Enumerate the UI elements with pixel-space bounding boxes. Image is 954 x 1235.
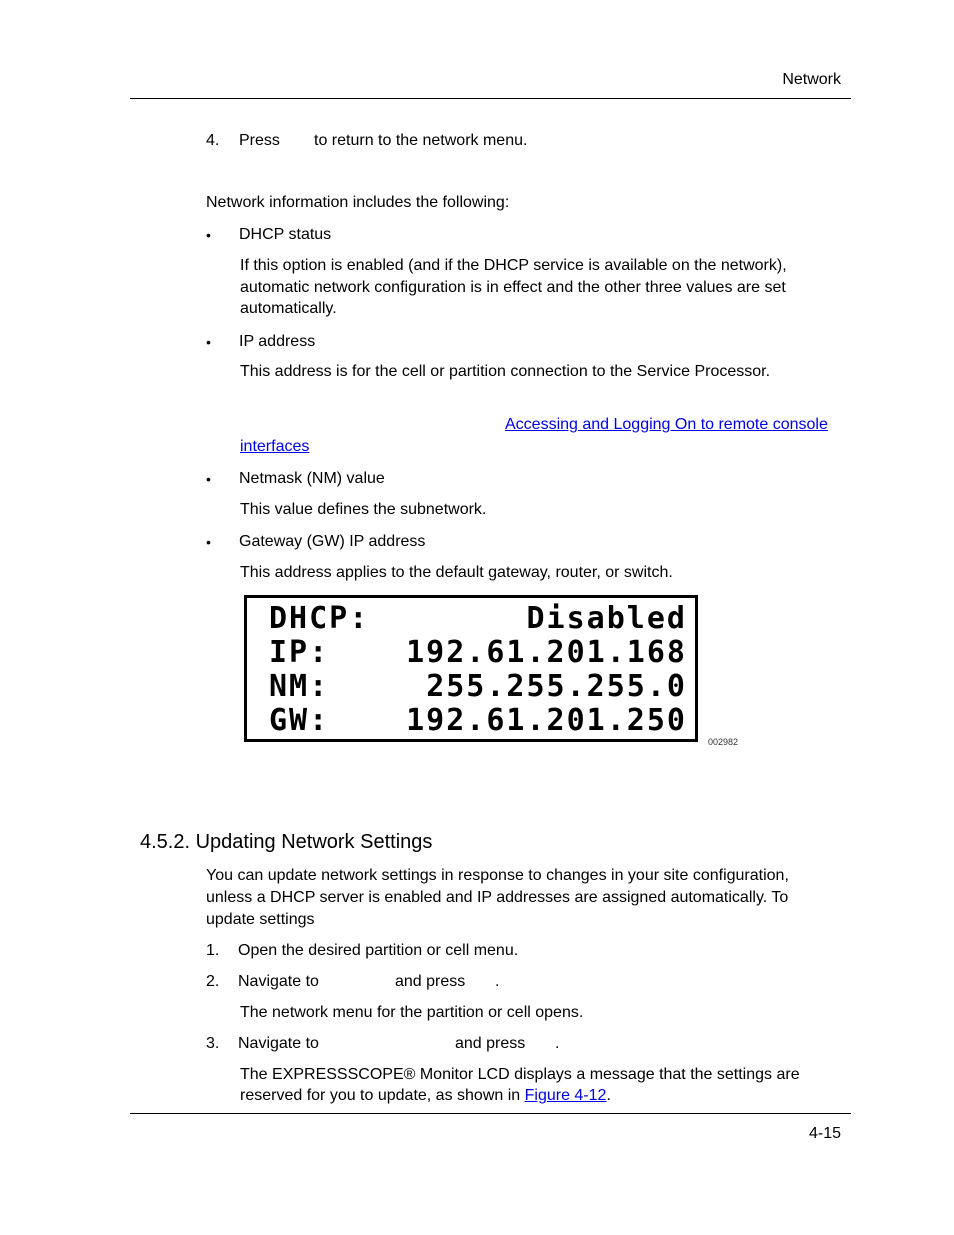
section-heading: 4.5.2. Updating Network Settings <box>140 831 433 853</box>
bullet-icon: • <box>206 334 211 350</box>
list-item-desc: This value defines the subnetwork. <box>240 501 487 518</box>
page-number: 4-15 <box>808 1125 841 1142</box>
header-rule <box>130 98 851 99</box>
lcd-key: GW: <box>269 703 330 738</box>
lcd-key: NM: <box>269 669 330 704</box>
list-item-label: Netmask (NM) value <box>239 470 385 487</box>
lcd-display <box>244 595 698 742</box>
lcd-row-dhcp <box>269 602 687 636</box>
step-text: to return to the network menu. <box>314 132 528 149</box>
running-header: Network <box>782 71 841 88</box>
section-paragraph: unless a DHCP server is enabled and IP addresses are assigned automatically. To <box>206 889 789 906</box>
step-text: Press <box>239 132 280 149</box>
list-item-desc: automatically. <box>240 300 337 317</box>
list-item-desc: This address is for the cell or partition connection to the Service Processor. <box>240 363 771 380</box>
step-number: 3. <box>206 1035 220 1052</box>
step-text: and press <box>395 973 466 990</box>
lcd-row-ip <box>269 636 687 670</box>
step-note-text: reserved for you to update, as shown in <box>240 1087 525 1104</box>
lcd-row-nm <box>269 670 687 704</box>
section-paragraph: update settings <box>206 911 315 928</box>
lcd-value: Disabled <box>526 601 687 636</box>
list-item-desc: automatic network configuration is in effect and the other three values are set <box>240 279 786 296</box>
step-note <box>240 1086 611 1106</box>
step-text: . <box>555 1035 560 1052</box>
bullet-icon: • <box>206 227 211 243</box>
list-item-desc: If this option is enabled (and if the DHCP service is available on the network), <box>240 257 787 274</box>
lcd-key: IP: <box>269 635 330 670</box>
cross-reference-link[interactable]: interfaces <box>240 438 310 455</box>
section-paragraph: You can update network settings in response to changes in your site configuration, <box>206 867 789 884</box>
list-item-desc: This address applies to the default gateway, router, or switch. <box>240 564 673 581</box>
step-text: and press <box>455 1035 526 1052</box>
step-number: 4. <box>206 132 220 149</box>
step-text: Navigate to <box>238 1035 319 1052</box>
figure-link[interactable]: Figure 4-12 <box>524 1087 607 1104</box>
step-number: 2. <box>206 973 220 990</box>
list-item-label: Gateway (GW) IP address <box>239 533 426 550</box>
lcd-value: 255.255.255.0 <box>426 669 687 704</box>
lcd-row-gw <box>269 704 687 738</box>
figure-id: 002982 <box>708 737 739 747</box>
lcd-key: DHCP: <box>269 601 370 636</box>
list-item-label: IP address <box>239 333 316 350</box>
intro-text: Network information includes the following: <box>206 194 510 211</box>
step-text: Open the desired partition or cell menu. <box>238 942 519 959</box>
bullet-icon: • <box>206 471 211 487</box>
footer-rule <box>130 1113 851 1114</box>
step-note: The network menu for the partition or cell opens. <box>240 1004 584 1021</box>
list-item-label: DHCP status <box>239 226 332 243</box>
lcd-value: 192.61.201.168 <box>406 635 687 670</box>
lcd-value: 192.61.201.250 <box>406 703 687 738</box>
step-note-text: . <box>606 1087 611 1104</box>
step-note: The EXPRESSSCOPE® Monitor LCD displays a message that the settings are <box>240 1066 800 1083</box>
step-number: 1. <box>206 942 220 959</box>
step-text: . <box>495 973 500 990</box>
bullet-icon: • <box>206 534 211 550</box>
cross-reference-link[interactable]: Accessing and Logging On to remote console <box>505 416 828 433</box>
step-text: Navigate to <box>238 973 319 990</box>
